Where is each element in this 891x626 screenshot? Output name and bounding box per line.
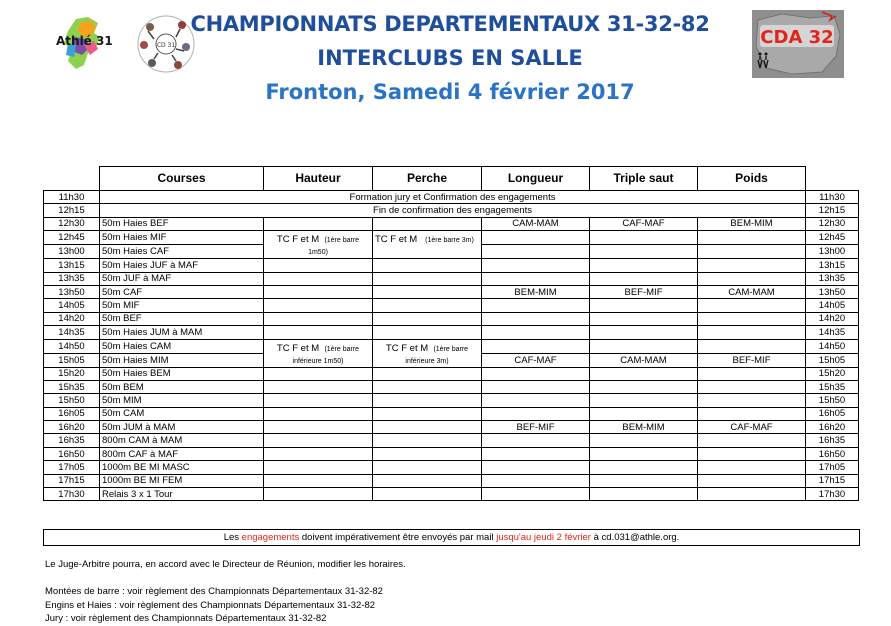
table-header-row [44, 167, 859, 191]
table-row: 16h05 50m CAM 16h05 [44, 407, 859, 420]
cda-32-logo [752, 10, 844, 78]
hauteur-block-2: TC F et M (1ère barre inférieure 1m50) [264, 339, 373, 367]
table-row: 17h05 1000m BE MI MASC 17h05 [44, 461, 859, 474]
perche-block-1: TC F et M (1ère barre 3m) [373, 231, 482, 259]
jury-note: Jury : voir règlement des Championnats Départementaux 31-32-82 [45, 613, 327, 624]
table-row: 16h20 50m JUM à MAM BEF-MIF BEM-MIM CAF-MAF 16h20 [44, 421, 859, 434]
engagement-notice: Les engagements doivent impérativement être envoyés par mail jusqu'au jeudi 2 février à cd.031@athle.org. [43, 529, 860, 546]
svg-text:CDA 32: CDA 32 [760, 27, 834, 48]
table-row: 14h35 50m Haies JUM à MAM 14h35 [44, 326, 859, 339]
schedule-table [43, 166, 859, 501]
table-row: 15h20 50m Haies BEM 15h20 [44, 367, 859, 380]
header-poids: Poids [698, 167, 806, 191]
header-perche: Perche [373, 167, 482, 191]
athle-31-logo [54, 15, 130, 75]
table-row: 12h15 Fin de confirmation des engagements 12h15 [44, 204, 859, 217]
span-cell: Fin de confirmation des engagements [100, 204, 806, 217]
perche-block-2: TC F et M (1ère barre inférieure 3m) [373, 339, 482, 367]
table-row: 12h30 50m Haies BEF CAM-MAM CAF-MAF BEM-MIM 12h30 [44, 217, 859, 230]
table-row: 13h15 50m Haies JUF à MAF 13h15 [44, 259, 859, 272]
table-row: 12h45 50m Haies MIF TC F et M (1ère barre 1m50) TC F et M (1ère barre 3m) 12h45 [44, 231, 859, 245]
championship-title: CHAMPIONNATS DEPARTEMENTAUX 31-32-82 [190, 12, 710, 36]
table-row: 14h05 50m MIF 14h05 [44, 299, 859, 312]
table-row: 16h35 800m CAM à MAM 16h35 [44, 434, 859, 447]
header-triple-saut: Triple saut [590, 167, 698, 191]
table-row: 17h15 1000m BE MI FEM 17h15 [44, 474, 859, 487]
table-row: 11h30 Formation jury et Confirmation des engagements 11h30 [44, 191, 859, 204]
table-row: 16h50 800m CAF à MAF 16h50 [44, 447, 859, 460]
span-cell: Formation jury et Confirmation des engagements [100, 191, 806, 204]
table-row: 14h50 50m Haies CAM TC F et M (1ère barre inférieure 1m50) TC F et M (1ère barre inférieure 3m) 14h50 [44, 339, 859, 353]
table-row: 13h00 50m Haies CAF 13h00 [44, 245, 859, 259]
juge-arbitre-note: Le Juge-Arbitre pourra, en accord avec le Directeur de Réunion, modifier les horaires. [45, 559, 406, 570]
table-row: 15h05 50m Haies MIM CAF-MAF CAM-MAM BEF-MIF 15h05 [44, 353, 859, 367]
event-title: INTERCLUBS EN SALLE [317, 46, 583, 70]
table-row: 17h30 Relais 3 x 1 Tour 17h30 [44, 488, 859, 501]
header-longueur: Longueur [482, 167, 590, 191]
table-row: 13h50 50m CAF BEM-MIM BEF-MIF CAM-MAM 13h50 [44, 285, 859, 298]
header-hauteur: Hauteur [264, 167, 373, 191]
table-row: 14h20 50m BEF 14h20 [44, 312, 859, 325]
svg-text:CD 31: CD 31 [156, 42, 176, 49]
montees-de-barre-note: Montées de barre : voir règlement des Championnats Départementaux 31-32-82 [45, 586, 383, 597]
table-row: 13h35 50m JUF à MAF 13h35 [44, 272, 859, 285]
event-date-location: Fronton, Samedi 4 février 2017 [265, 80, 635, 104]
hauteur-block-1: TC F et M (1ère barre 1m50) [264, 231, 373, 259]
table-row: 15h50 50m MIM 15h50 [44, 394, 859, 407]
svg-text:Athlé 31: Athlé 31 [56, 34, 113, 48]
engins-haies-note: Engins et Haies : voir règlement des Championnats Départementaux 31-32-82 [45, 600, 376, 611]
table-row: 15h35 50m BEM 15h35 [44, 380, 859, 393]
header-courses: Courses [100, 167, 264, 191]
